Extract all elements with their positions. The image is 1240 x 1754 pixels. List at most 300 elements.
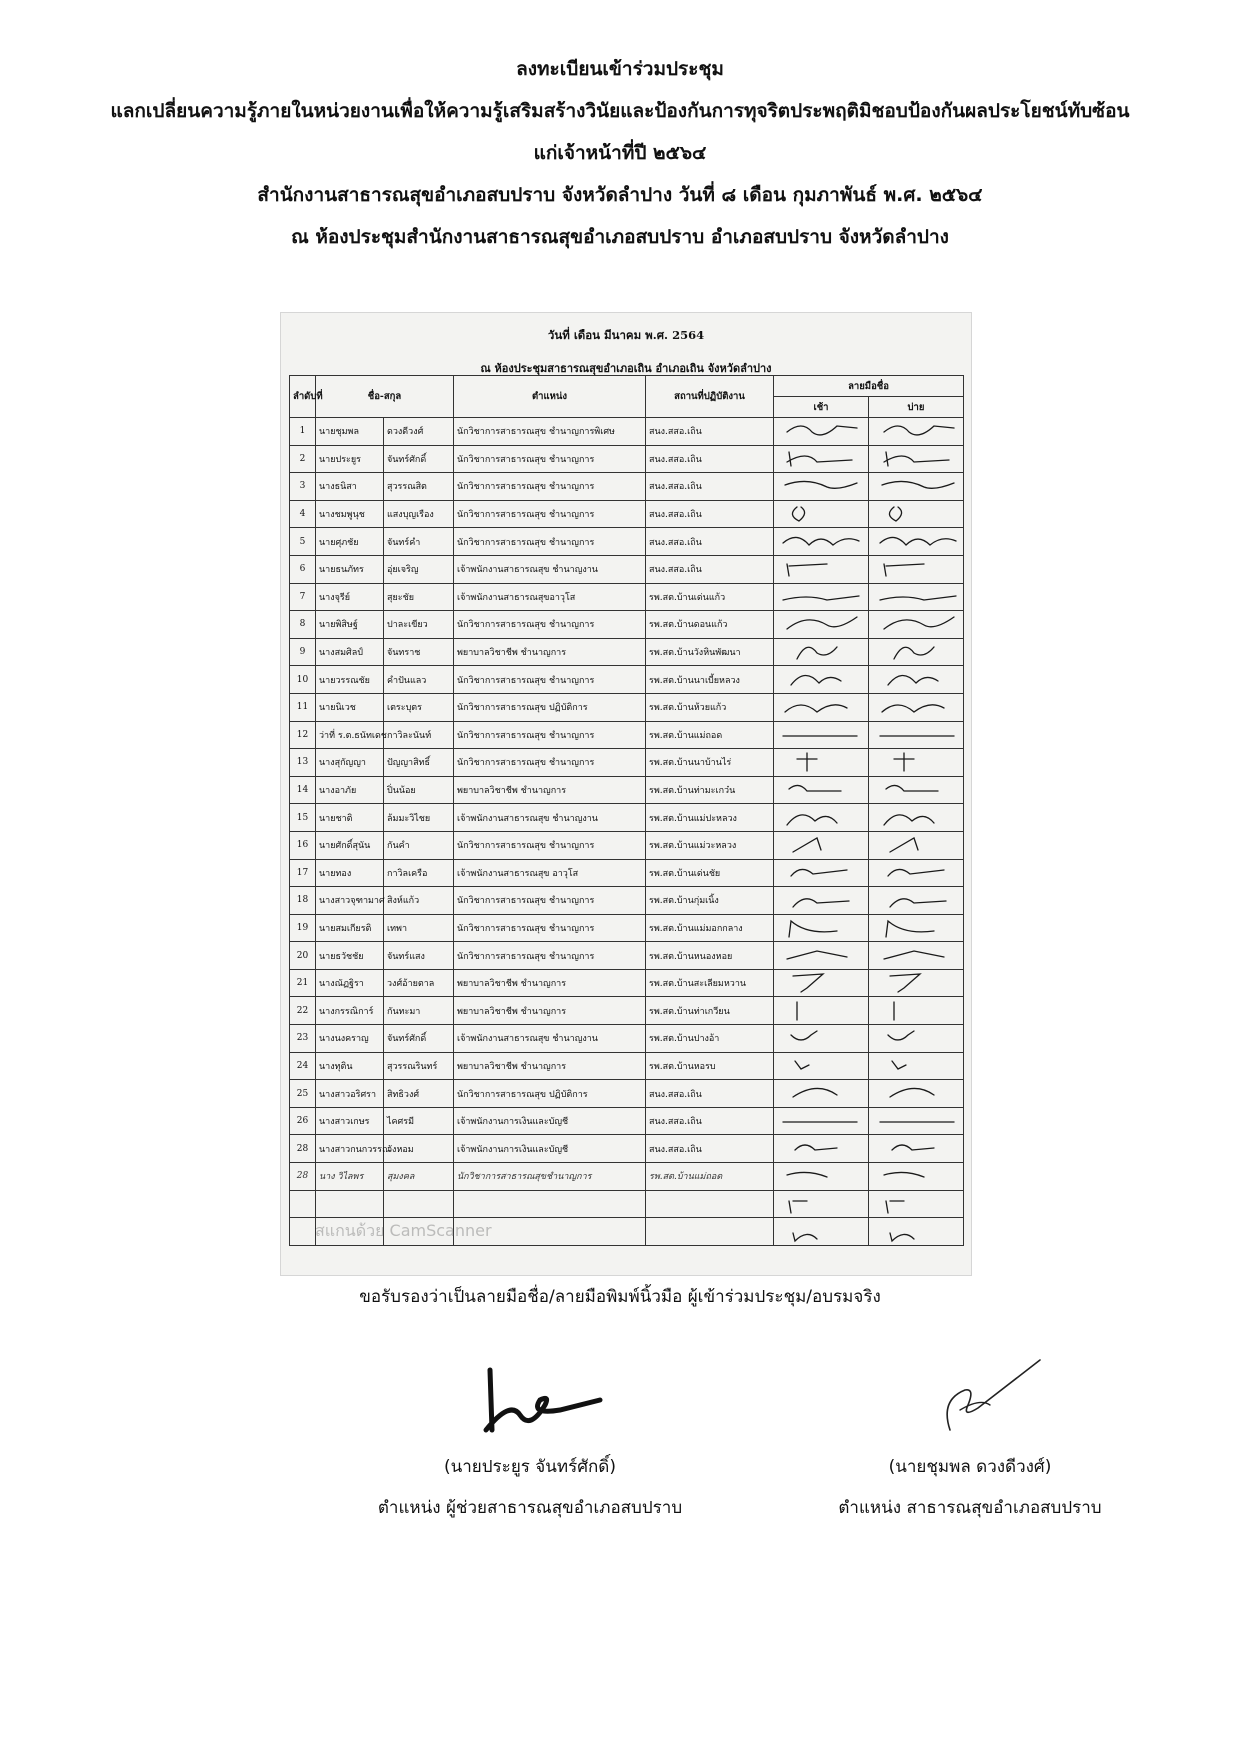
row-last-name bbox=[384, 1190, 454, 1218]
row-place: รพ.สต.บ้านห้วยแก้ว bbox=[646, 693, 774, 721]
row-first-name: นายชุมพล bbox=[316, 418, 384, 446]
row-no: 7 bbox=[290, 583, 316, 611]
row-signature-afternoon bbox=[869, 473, 964, 501]
row-position bbox=[454, 1218, 646, 1246]
row-place: รพ.สต.บ้านท่ามะเกว๋น bbox=[646, 776, 774, 804]
row-signature-afternoon bbox=[869, 1135, 964, 1163]
row-signature-morning bbox=[774, 859, 869, 887]
table-row bbox=[290, 721, 964, 749]
row-signature-morning bbox=[774, 528, 869, 556]
row-no: 3 bbox=[290, 473, 316, 501]
row-position: นักวิชาการสาธารณสุข ชำนาญการ bbox=[454, 528, 646, 556]
row-first-name: นาง วิไลพร bbox=[316, 1163, 384, 1191]
handwritten-signature bbox=[777, 860, 865, 886]
row-signature-afternoon bbox=[869, 693, 964, 721]
row-no: 28 bbox=[290, 1163, 316, 1191]
row-position: เจ้าพนักงานสาธารณสุข ชำนาญงาน bbox=[454, 555, 646, 583]
handwritten-signature bbox=[777, 1219, 865, 1245]
document-header bbox=[0, 48, 1240, 258]
row-first-name: นายทอง bbox=[316, 859, 384, 887]
table-row bbox=[290, 887, 964, 915]
col-header-signature: ลายมือชื่อ bbox=[774, 376, 964, 397]
table-row bbox=[290, 831, 964, 859]
row-place: สนง.สสอ.เถิน bbox=[646, 500, 774, 528]
handwritten-signature bbox=[872, 832, 960, 858]
row-last-name: แสงบุญเรือง bbox=[384, 500, 454, 528]
row-first-name: นางสุกัญญา bbox=[316, 749, 384, 777]
row-first-name: นางชมพูนุช bbox=[316, 500, 384, 528]
header-office-date: สำนักงานสาธารณสุขอำเภอสบปราบ จังหวัดลำปาง วันที่ ๘ เดือน กุมภาพันธ์ พ.ศ. ๒๕๖๔ bbox=[257, 184, 983, 206]
handwritten-signature bbox=[777, 1191, 865, 1217]
table-row bbox=[290, 1052, 964, 1080]
row-position: นักวิชาการสาธารณสุข ชำนาญการ bbox=[454, 500, 646, 528]
row-signature-afternoon bbox=[869, 887, 964, 915]
row-signature-afternoon bbox=[869, 445, 964, 473]
row-position bbox=[454, 1190, 646, 1218]
row-place: รพ.สต.บ้านหนองหอย bbox=[646, 942, 774, 970]
handwritten-signature bbox=[872, 694, 960, 720]
table-row bbox=[290, 1190, 964, 1218]
row-first-name bbox=[316, 1218, 384, 1246]
table-row bbox=[290, 583, 964, 611]
row-first-name: นางนงคราญ bbox=[316, 1025, 384, 1053]
row-first-name: นางกรรณิการ์ bbox=[316, 997, 384, 1025]
row-place bbox=[646, 1190, 774, 1218]
row-signature-morning bbox=[774, 1052, 869, 1080]
row-first-name: นายศุภชัย bbox=[316, 528, 384, 556]
row-place: รพ.สต.บ้านท่าเกวียน bbox=[646, 997, 774, 1025]
row-signature-afternoon bbox=[869, 776, 964, 804]
handwritten-signature bbox=[872, 943, 960, 969]
signer-right-name: (นายชุมพล ดวงดีวงศ์) bbox=[888, 1457, 1052, 1477]
row-first-name: นางสาวกนกวรรณ bbox=[316, 1135, 384, 1163]
row-position: นักวิชาการสาธารณสุข ชำนาญการ bbox=[454, 749, 646, 777]
row-signature-morning bbox=[774, 1080, 869, 1108]
row-no: 19 bbox=[290, 914, 316, 942]
row-place: รพ.สต.บ้านแม่ถอด bbox=[646, 1163, 774, 1191]
table-row bbox=[290, 942, 964, 970]
row-last-name: จันทราช bbox=[384, 638, 454, 666]
row-signature-afternoon bbox=[869, 831, 964, 859]
row-last-name: จันทร์คำ bbox=[384, 528, 454, 556]
row-place: รพ.สต.บ้านแม่วะหลวง bbox=[646, 831, 774, 859]
row-signature-morning bbox=[774, 611, 869, 639]
handwritten-signature bbox=[872, 1053, 960, 1079]
sheet-venue-line: ณ ห้องประชุมสาธารณสุขอำเภอเถิน อำเภอเถิน จังหวัดลำปาง bbox=[480, 362, 772, 375]
row-signature-afternoon bbox=[869, 969, 964, 997]
row-place: รพ.สต.บ้านปางอ้า bbox=[646, 1025, 774, 1053]
row-signature-afternoon bbox=[869, 528, 964, 556]
row-signature-afternoon bbox=[869, 749, 964, 777]
table-row bbox=[290, 555, 964, 583]
handwritten-signature bbox=[872, 1219, 960, 1245]
row-first-name: นางธนิสา bbox=[316, 473, 384, 501]
row-signature-morning bbox=[774, 1218, 869, 1246]
handwritten-signature bbox=[872, 418, 960, 444]
row-signature-morning bbox=[774, 638, 869, 666]
row-last-name: สุยะชัย bbox=[384, 583, 454, 611]
table-row bbox=[290, 418, 964, 446]
row-signature-morning bbox=[774, 445, 869, 473]
row-first-name: นางสาวอริศรา bbox=[316, 1080, 384, 1108]
table-header-row bbox=[290, 376, 964, 397]
signer-left bbox=[340, 1360, 720, 1521]
row-signature-morning bbox=[774, 721, 869, 749]
row-no: 15 bbox=[290, 804, 316, 832]
row-signature-afternoon bbox=[869, 583, 964, 611]
row-signature-morning bbox=[774, 1107, 869, 1135]
row-first-name: นายธวัชชัย bbox=[316, 942, 384, 970]
table-row bbox=[290, 611, 964, 639]
row-place: สนง.สสอ.เถิน bbox=[646, 1107, 774, 1135]
row-signature-afternoon bbox=[869, 1190, 964, 1218]
handwritten-signature bbox=[872, 1025, 960, 1051]
row-last-name: กาวิลเครือ bbox=[384, 859, 454, 887]
row-no: 5 bbox=[290, 528, 316, 556]
row-no: 13 bbox=[290, 749, 316, 777]
row-position: นักวิชาการสาธารณสุข ชำนาญการ bbox=[454, 887, 646, 915]
row-no: 10 bbox=[290, 666, 316, 694]
handwritten-signature bbox=[872, 887, 960, 913]
handwritten-signature bbox=[777, 943, 865, 969]
row-position: พยาบาลวิชาชีพ ชำนาญการ bbox=[454, 969, 646, 997]
row-no: 1 bbox=[290, 418, 316, 446]
header-title: ลงทะเบียนเข้าร่วมประชุม bbox=[516, 58, 724, 80]
row-position: นักวิชาการสาธารณสุขชำนาญการ bbox=[454, 1163, 646, 1191]
row-signature-afternoon bbox=[869, 666, 964, 694]
row-signature-afternoon bbox=[869, 1218, 964, 1246]
row-no: 24 bbox=[290, 1052, 316, 1080]
row-position: นักวิชาการสาธารณสุข ปฏิบัติการ bbox=[454, 693, 646, 721]
row-no: 26 bbox=[290, 1107, 316, 1135]
row-last-name: กาวิละนันท์ bbox=[384, 721, 454, 749]
row-signature-morning bbox=[774, 418, 869, 446]
row-no bbox=[290, 1190, 316, 1218]
row-no: 20 bbox=[290, 942, 316, 970]
handwritten-signature bbox=[777, 1053, 865, 1079]
col-header-name: ชื่อ-สกุล bbox=[316, 376, 454, 418]
row-last-name: เตระบุตร bbox=[384, 693, 454, 721]
row-signature-morning bbox=[774, 473, 869, 501]
row-signature-afternoon bbox=[869, 1107, 964, 1135]
row-signature-afternoon bbox=[869, 804, 964, 832]
row-last-name bbox=[384, 1218, 454, 1246]
handwritten-signature bbox=[872, 584, 960, 610]
row-last-name: สุวรรณสิต bbox=[384, 473, 454, 501]
row-last-name: สุวรรณรินทร์ bbox=[384, 1052, 454, 1080]
row-first-name: นายธนภัทร bbox=[316, 555, 384, 583]
handwritten-signature bbox=[872, 915, 960, 941]
row-place: สนง.สสอ.เถิน bbox=[646, 445, 774, 473]
row-signature-morning bbox=[774, 887, 869, 915]
row-signature-afternoon bbox=[869, 1052, 964, 1080]
row-no: 9 bbox=[290, 638, 316, 666]
row-signature-morning bbox=[774, 1163, 869, 1191]
handwritten-signature bbox=[777, 1081, 865, 1107]
row-signature-afternoon bbox=[869, 914, 964, 942]
row-last-name: กันทะมา bbox=[384, 997, 454, 1025]
table-row bbox=[290, 776, 964, 804]
handwritten-signature bbox=[777, 832, 865, 858]
handwritten-signature bbox=[872, 722, 960, 748]
row-last-name: จันทร์แสง bbox=[384, 942, 454, 970]
row-last-name: เทพา bbox=[384, 914, 454, 942]
row-first-name: นางจุรีย์ bbox=[316, 583, 384, 611]
row-last-name: สิทธิวงศ์ bbox=[384, 1080, 454, 1108]
row-position: นักวิชาการสาธารณสุข ชำนาญการ bbox=[454, 666, 646, 694]
row-place: รพ.สต.บ้านนาบ้านไร่ bbox=[646, 749, 774, 777]
row-last-name: วงศ์อ้ายตาล bbox=[384, 969, 454, 997]
row-no: 18 bbox=[290, 887, 316, 915]
row-last-name: อุ่ยเจริญ bbox=[384, 555, 454, 583]
handwritten-signature bbox=[872, 556, 960, 582]
row-position: พยาบาลวิชาชีพ ชำนาญการ bbox=[454, 1052, 646, 1080]
col-header-position: ตำแหน่ง bbox=[454, 376, 646, 418]
row-position: เจ้าพนักงานสาธารณสุข อาวุโส bbox=[454, 859, 646, 887]
handwritten-signature bbox=[872, 529, 960, 555]
handwritten-signature bbox=[777, 694, 865, 720]
row-signature-afternoon bbox=[869, 721, 964, 749]
row-position: นักวิชาการสาธารณสุข ชำนาญการ bbox=[454, 445, 646, 473]
row-first-name: นายชาติ bbox=[316, 804, 384, 832]
row-position: นักวิชาการสาธารณสุข ชำนาญการพิเศษ bbox=[454, 418, 646, 446]
table-row bbox=[290, 445, 964, 473]
handwritten-signature bbox=[777, 639, 865, 665]
row-position: นักวิชาการสาธารณสุข ชำนาญการ bbox=[454, 831, 646, 859]
row-position: นักวิชาการสาธารณสุข ชำนาญการ bbox=[454, 611, 646, 639]
row-no: 23 bbox=[290, 1025, 316, 1053]
signer-left-name: (นายประยูร จันทร์ศักดิ์) bbox=[444, 1457, 616, 1477]
row-no: 21 bbox=[290, 969, 316, 997]
row-place: รพ.สต.บ้านแม่มอกกลาง bbox=[646, 914, 774, 942]
signer-right-position: ตำแหน่ง สาธารณสุขอำเภอสบปราบ bbox=[838, 1498, 1102, 1518]
row-no bbox=[290, 1218, 316, 1246]
handwritten-signature bbox=[777, 722, 865, 748]
row-first-name: นางทุติน bbox=[316, 1052, 384, 1080]
handwritten-signature bbox=[777, 805, 865, 831]
row-place: รพ.สต.บ้านหอรบ bbox=[646, 1052, 774, 1080]
row-signature-afternoon bbox=[869, 500, 964, 528]
row-place: รพ.สต.บ้านกุ่มเนิ้ง bbox=[646, 887, 774, 915]
table-row bbox=[290, 1135, 964, 1163]
row-position: นักวิชาการสาธารณสุข ชำนาญการ bbox=[454, 914, 646, 942]
row-first-name: นายวรรณชัย bbox=[316, 666, 384, 694]
row-first-name: นายศักดิ์สุนัน bbox=[316, 831, 384, 859]
row-first-name: นายประยูร bbox=[316, 445, 384, 473]
row-place: สนง.สสอ.เถิน bbox=[646, 555, 774, 583]
row-place: สนง.สสอ.เถิน bbox=[646, 1080, 774, 1108]
camscanner-watermark: สแกนด้วย CamScanner bbox=[315, 1221, 492, 1240]
table-row bbox=[290, 1025, 964, 1053]
sheet-header bbox=[281, 327, 971, 377]
row-signature-morning bbox=[774, 666, 869, 694]
row-signature-morning bbox=[774, 1025, 869, 1053]
handwritten-signature bbox=[777, 501, 865, 527]
row-signature-morning bbox=[774, 693, 869, 721]
row-signature-afternoon bbox=[869, 638, 964, 666]
row-signature-morning bbox=[774, 942, 869, 970]
row-no: 16 bbox=[290, 831, 316, 859]
table-row bbox=[290, 1080, 964, 1108]
scanned-attendance-sheet bbox=[280, 312, 972, 1276]
certification-statement: ขอรับรองว่าเป็นลายมือชื่อ/ลายมือพิมพ์นิ้วมือ ผู้เข้าร่วมประชุม/อบรมจริง bbox=[359, 1287, 881, 1307]
row-place: รพ.สต.บ้านดอนแก้ว bbox=[646, 611, 774, 639]
row-no: 11 bbox=[290, 693, 316, 721]
col-header-morning: เช้า bbox=[774, 397, 869, 418]
handwritten-signature bbox=[872, 1108, 960, 1134]
row-place: รพ.สต.บ้านวังหินพัฒนา bbox=[646, 638, 774, 666]
row-first-name: นางสมศิลป์ bbox=[316, 638, 384, 666]
col-header-no: ลำดับที่ bbox=[290, 376, 316, 418]
row-last-name: ปิ่นน้อย bbox=[384, 776, 454, 804]
row-signature-morning bbox=[774, 969, 869, 997]
table-row bbox=[290, 638, 964, 666]
row-signature-afternoon bbox=[869, 1163, 964, 1191]
row-last-name: ปาละเขียว bbox=[384, 611, 454, 639]
handwritten-signature bbox=[777, 418, 865, 444]
row-no: 22 bbox=[290, 997, 316, 1025]
header-year: แก่เจ้าหน้าที่ปี ๒๕๖๔ bbox=[533, 142, 707, 164]
row-signature-morning bbox=[774, 997, 869, 1025]
attendance-table bbox=[289, 375, 964, 1246]
row-signature-morning bbox=[774, 749, 869, 777]
handwritten-signature bbox=[872, 1191, 960, 1217]
row-signature-morning bbox=[774, 804, 869, 832]
row-last-name: คำปันแลว bbox=[384, 666, 454, 694]
row-first-name: นางสาวจุฑามาศ bbox=[316, 887, 384, 915]
handwritten-signature bbox=[872, 1163, 960, 1189]
row-place: รพ.สต.บ้านสะเลียมหวาน bbox=[646, 969, 774, 997]
row-last-name: จันทร์ศักดิ์ bbox=[384, 1025, 454, 1053]
handwritten-signature bbox=[872, 805, 960, 831]
row-signature-afternoon bbox=[869, 1025, 964, 1053]
row-no: 8 bbox=[290, 611, 316, 639]
handwritten-signature bbox=[777, 584, 865, 610]
handwritten-signature bbox=[777, 1025, 865, 1051]
row-no: 14 bbox=[290, 776, 316, 804]
row-place: รพ.สต.บ้านนาเบี้ยหลวง bbox=[646, 666, 774, 694]
row-last-name: สุมงคล bbox=[384, 1163, 454, 1191]
row-last-name: สิงห์แก้ว bbox=[384, 887, 454, 915]
handwritten-signature bbox=[872, 446, 960, 472]
table-row bbox=[290, 473, 964, 501]
sheet-date-line: วันที่ เดือน มีนาคม พ.ศ. 2564 bbox=[547, 328, 705, 342]
header-venue: ณ ห้องประชุมสำนักงานสาธารณสุขอำเภอสบปราบ อำเภอสบปราบ จังหวัดลำปาง bbox=[291, 226, 949, 248]
handwritten-signature bbox=[777, 667, 865, 693]
handwritten-signature bbox=[777, 970, 865, 996]
row-position: พยาบาลวิชาชีพ ชำนาญการ bbox=[454, 776, 646, 804]
row-last-name: ดวงดีวงศ์ bbox=[384, 418, 454, 446]
row-first-name: นายนิเวช bbox=[316, 693, 384, 721]
attendance-table-body bbox=[290, 418, 964, 1246]
row-position: นักวิชาการสาธารณสุข ชำนาญการ bbox=[454, 473, 646, 501]
row-signature-morning bbox=[774, 583, 869, 611]
row-position: นักวิชาการสาธารณสุข ปฏิบัติการ bbox=[454, 1080, 646, 1108]
row-place: สนง.สสอ.เถิน bbox=[646, 473, 774, 501]
row-signature-morning bbox=[774, 555, 869, 583]
handwritten-signature bbox=[777, 556, 865, 582]
table-row bbox=[290, 804, 964, 832]
row-position: นักวิชาการสาธารณสุข ชำนาญการ bbox=[454, 942, 646, 970]
handwritten-signature bbox=[872, 777, 960, 803]
handwritten-signature bbox=[872, 667, 960, 693]
handwritten-signature bbox=[777, 611, 865, 637]
row-position: เจ้าพนักงานสาธารณสุข ชำนาญงาน bbox=[454, 804, 646, 832]
row-first-name: ว่าที่ ร.ต.ธนัทเดช bbox=[316, 721, 384, 749]
handwritten-signature bbox=[872, 473, 960, 499]
row-signature-afternoon bbox=[869, 418, 964, 446]
row-no: 2 bbox=[290, 445, 316, 473]
handwritten-signature bbox=[777, 998, 865, 1024]
row-place bbox=[646, 1218, 774, 1246]
header-subject: แลกเปลี่ยนความรู้ภายในหน่วยงานเพื่อให้ความรู้เสริมสร้างวินัยและป้องกันการทุจริตประพฤติมิชอบป้องกันผลประโยชน์ทับซ้อน bbox=[110, 100, 1130, 122]
row-signature-morning bbox=[774, 1135, 869, 1163]
handwritten-signature bbox=[872, 860, 960, 886]
handwritten-signature bbox=[872, 970, 960, 996]
handwritten-signature bbox=[777, 446, 865, 472]
col-header-afternoon: บ่าย bbox=[869, 397, 964, 418]
row-signature-afternoon bbox=[869, 555, 964, 583]
row-no: 17 bbox=[290, 859, 316, 887]
handwritten-signature bbox=[872, 611, 960, 637]
signer-left-position: ตำแหน่ง ผู้ช่วยสาธารณสุขอำเภอสบปราบ bbox=[377, 1498, 683, 1518]
table-row bbox=[290, 749, 964, 777]
row-first-name: นางสาวเกษร bbox=[316, 1107, 384, 1135]
handwritten-signature bbox=[777, 777, 865, 803]
row-signature-morning bbox=[774, 831, 869, 859]
col-header-place: สถานที่ปฏิบัติงาน bbox=[646, 376, 774, 418]
signer-right bbox=[780, 1350, 1160, 1521]
row-position: เจ้าพนักงานสาธารณสุข ชำนาญงาน bbox=[454, 1025, 646, 1053]
row-position: เจ้าพนักงานการเงินและบัญชี bbox=[454, 1135, 646, 1163]
row-signature-morning bbox=[774, 776, 869, 804]
row-signature-afternoon bbox=[869, 859, 964, 887]
table-row bbox=[290, 914, 964, 942]
table-row bbox=[290, 693, 964, 721]
row-signature-afternoon bbox=[869, 611, 964, 639]
row-first-name bbox=[316, 1190, 384, 1218]
row-position: นักวิชาการสาธารณสุข ชำนาญการ bbox=[454, 721, 646, 749]
row-place: รพ.สต.บ้านเด่นแก้ว bbox=[646, 583, 774, 611]
row-no: 4 bbox=[290, 500, 316, 528]
row-last-name: กันคำ bbox=[384, 831, 454, 859]
handwritten-signature bbox=[777, 887, 865, 913]
row-place: สนง.สสอ.เถิน bbox=[646, 1135, 774, 1163]
handwritten-signature bbox=[777, 529, 865, 555]
row-position: พยาบาลวิชาชีพ ชำนาญการ bbox=[454, 997, 646, 1025]
row-signature-afternoon bbox=[869, 1080, 964, 1108]
table-row bbox=[290, 859, 964, 887]
row-position: พยาบาลวิชาชีพ ชำนาญการ bbox=[454, 638, 646, 666]
row-signature-morning bbox=[774, 1190, 869, 1218]
row-place: รพ.สต.บ้านเด่นชัย bbox=[646, 859, 774, 887]
row-first-name: นายสมเกียรติ bbox=[316, 914, 384, 942]
row-last-name: ล้มมะวิไชย bbox=[384, 804, 454, 832]
row-signature-afternoon bbox=[869, 997, 964, 1025]
row-no: 25 bbox=[290, 1080, 316, 1108]
handwritten-signature bbox=[777, 473, 865, 499]
handwritten-signature bbox=[777, 1108, 865, 1134]
handwritten-signature bbox=[872, 749, 960, 775]
handwritten-signature bbox=[872, 998, 960, 1024]
row-no: 12 bbox=[290, 721, 316, 749]
table-row bbox=[290, 666, 964, 694]
handwritten-signature bbox=[777, 1136, 865, 1162]
row-first-name: นางอาภัย bbox=[316, 776, 384, 804]
signature-right-image bbox=[890, 1350, 1050, 1440]
row-last-name: ไคศรมี bbox=[384, 1107, 454, 1135]
row-place: สนง.สสอ.เถิน bbox=[646, 418, 774, 446]
